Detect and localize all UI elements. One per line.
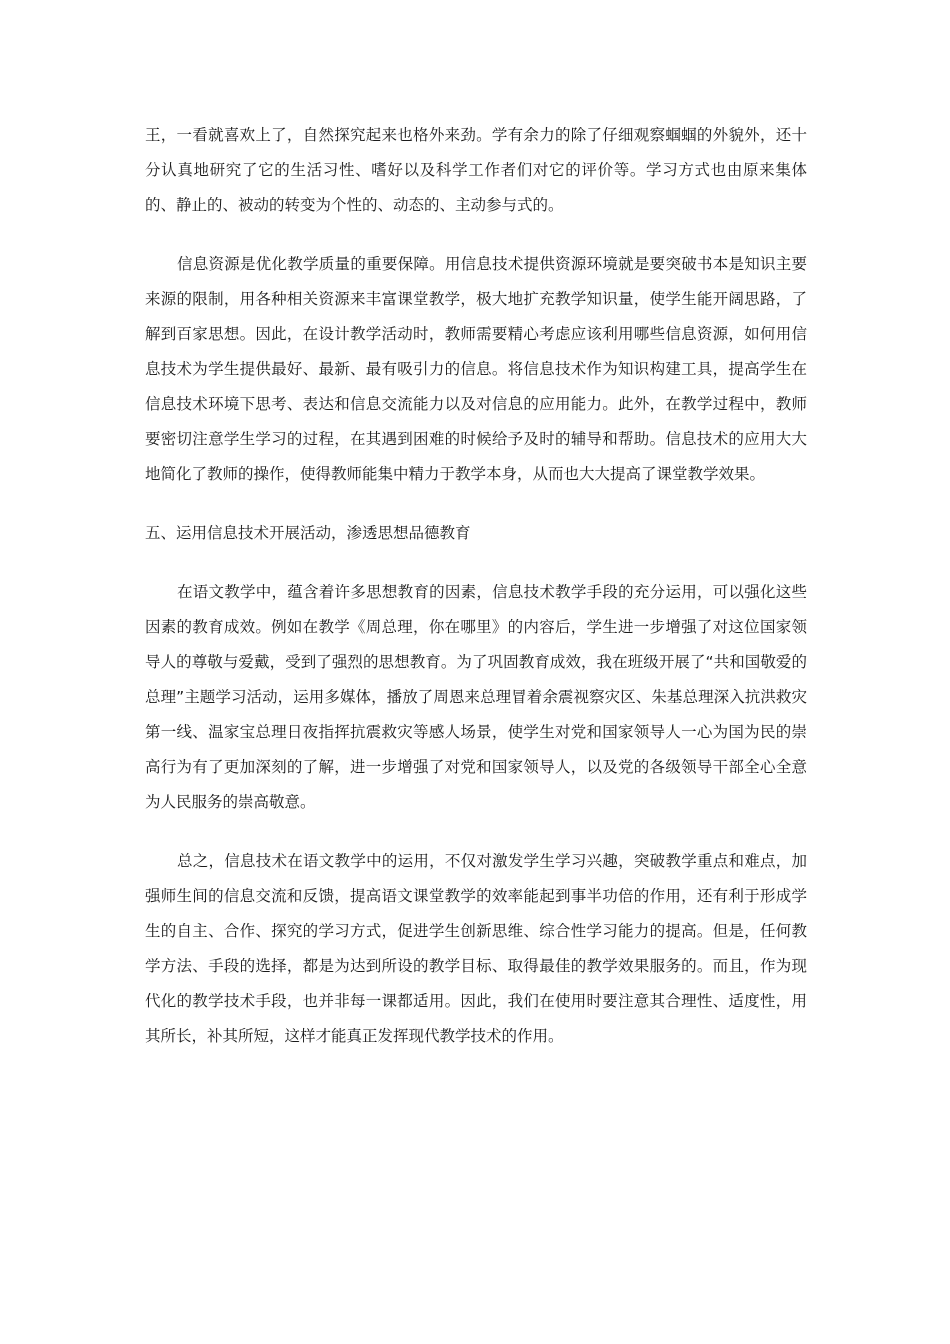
paragraph-continuation: 王，一看就喜欢上了，自然探究起来也格外来劲。学有余力的除了仔细观察蝈蝈的外貌外，还十分认真地研究了它的生活习性、嗜好以及科学工作者们对它的评价等。学习方式也由原来集体的、静止的、被动的转变为个性的、动态的、主动参与式的。: [145, 126, 807, 214]
paragraph-conclusion: 总之，信息技术在语文教学中的运用，不仅对激发学生学习兴趣，突破教学重点和难点，加强师生间的信息交流和反馈，提高语文课堂教学的效率能起到事半功倍的作用，还有利于形成学生的自主、合作、探究的学习方式，促进学生创新思维、综合性学习能力的提高。但是，任何教学方法、手段的选择，都是为达到所设的教学目标、取得最佳的教学效果服务的。而且，作为现代化的教学技术手段，也并非每一课都适用。因此，我们在使用时要注意其合理性、适度性，用其所长，补其所短，这样才能真正发挥现代教学技术的作用。: [145, 852, 807, 1045]
section-heading-five: 五、运用信息技术开展活动，渗透思想品德教育: [145, 524, 471, 542]
paragraph-moral-education: 在语文教学中，蕴含着许多思想教育的因素，信息技术教学手段的充分运用，可以强化这些因素的教育成效。例如在教学《周总理，你在哪里》的内容后，学生进一步增强了对这位国家领导人的尊敬与爱戴，受到了强烈的思想教育。为了巩固教育成效，我在班级开展了“共和国敬爱的总理”主题学习活动，运用多媒体，播放了周恩来总理冒着余震视察灾区、朱基总理深入抗洪救灾第一线、温家宝总理日夜指挥抗震救灾等感人场景，使学生对党和国家领导人一心为国为民的崇高行为有了更加深刻的了解，进一步增强了对党和国家领导人，以及党的各级领导干部全心全意为人民服务的崇高敬意。: [145, 583, 807, 811]
document-body: [145, 118, 807, 1054]
paragraph-information-resources: 信息资源是优化教学质量的重要保障。用信息技术提供资源环境就是要突破书本是知识主要来源的限制，用各种相关资源来丰富课堂教学，极大地扩充教学知识量，使学生能开阔思路，了解到百家思想。因此，在设计教学活动时，教师需要精心考虑应该利用哪些信息资源，如何用信息技术为学生提供最好、最新、最有吸引力的信息。将信息技术作为知识构建工具，提高学生在信息技术环境下思考、表达和信息交流能力以及对信息的应用能力。此外，在教学过程中，教师要密切注意学生学习的过程，在其遇到困难的时候给予及时的辅导和帮助。信息技术的应用大大地简化了教师的操作，使得教师能集中精力于教学本身，从而也大大提高了课堂教学效果。: [145, 255, 807, 483]
